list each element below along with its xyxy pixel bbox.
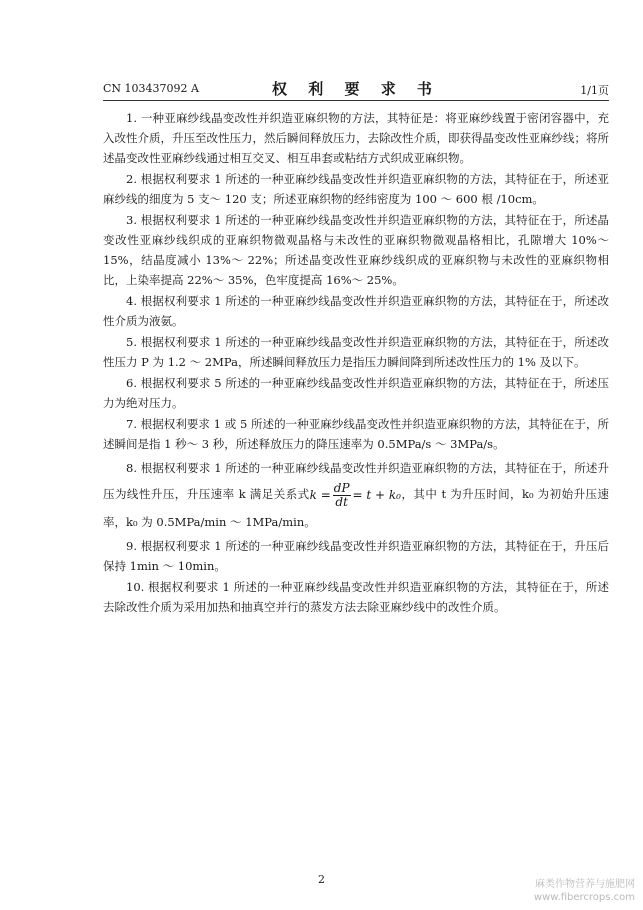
claim-6: 6. 根据权利要求 5 所述的一种亚麻纱线晶变改性并织造亚麻织物的方法，其特征在于，所述压力为绝对压力。: [103, 376, 609, 410]
formula-lhs: k =: [309, 487, 331, 502]
publication-number: CN 103437092 A: [103, 82, 199, 95]
page-indicator: 1/1页: [580, 84, 609, 97]
formula-rhs: = t + k₀: [352, 487, 401, 502]
claim-2: 2. 根据权利要求 1 所述的一种亚麻纱线晶变改性并织造亚麻织物的方法，其特征在于，所述亚麻纱线的细度为 5 支～ 120 支；所述亚麻织物的经纬密度为 100 ～ 600 根 /10cm。: [103, 172, 609, 206]
formula-denominator: dt: [335, 494, 348, 509]
claim-1: 1. 一种亚麻纱线晶变改性并织造亚麻织物的方法，其特征是：将亚麻纱线置于密闭容器中，充入改性介质，升压至改性压力，然后瞬间释放压力，去除改性介质，即获得晶变改性亚麻纱线；将所述晶变改性亚麻纱线通过相互交叉、相互串套或粘结方式织成亚麻织物。: [103, 111, 609, 165]
claim-8: [103, 455, 609, 535]
page-header: [103, 78, 609, 101]
rate-formula: [310, 482, 401, 509]
claim-7: 7. 根据权利要求 1 或 5 所述的一种亚麻纱线晶变改性并织造亚麻织物的方法，其特征在于，所述瞬间是指 1 秒～ 3 秒，所述释放压力的降压速率为 0.5MPa/s ～ 3MPa/s。: [103, 417, 609, 451]
watermark-url: www.fibercrops.com: [533, 892, 635, 903]
formula-fraction: [333, 482, 351, 509]
formula-numerator: dP: [333, 480, 350, 495]
claim-9: 9. 根据权利要求 1 所述的一种亚麻纱线晶变改性并织造亚麻织物的方法，其特征在于，升压后保持 1min ～ 10min。: [103, 538, 609, 573]
page-number: 2: [318, 873, 325, 886]
claim-8-text-before: 8. 根据权利要求 1 所述的一种亚麻纱线晶变改性并织造亚麻织物的方法，其特征在于，所述升压为线性升压，升压速率 k 满足关系式: [103, 461, 609, 501]
document-title: 权 利 要 求 书: [272, 80, 440, 98]
claim-4: 4. 根据权利要求 1 所述的一种亚麻纱线晶变改性并织造亚麻织物的方法，其特征在于，所述改性介质为液氨。: [103, 294, 609, 328]
watermark: [534, 878, 635, 904]
claim-3: 3. 根据权利要求 1 所述的一种亚麻纱线晶变改性并织造亚麻织物的方法，其特征在于，所述晶变改性亚麻纱线织成的亚麻织物微观晶格与未改性的亚麻织物微观晶格相比，孔隙增大 10%～ 15%，结晶度减小 13%～ 22%；所述晶变改性亚麻纱线织成的亚麻织物与未改性的亚麻织物相比，上染率提高 22%～ 35%，色牢度提高 16%～ 25%。: [103, 213, 609, 287]
claim-8-text-after: ，其中 t 为升压时间，k₀ 为初始升压速率，k₀ 为 0.5MPa/min ～ 1MPa/min。: [103, 487, 610, 529]
claim-10: 10. 根据权利要求 1 所述的一种亚麻纱线晶变改性并织造亚麻织物的方法，其特征在于，所述去除改性介质为采用加热和抽真空并行的蒸发方法去除亚麻纱线中的改性介质。: [103, 579, 609, 614]
watermark-site-name: 麻类作物营养与施肥网: [535, 879, 635, 890]
claim-5: 5. 根据权利要求 1 所述的一种亚麻纱线晶变改性并织造亚麻织物的方法，其特征在于，所述改性压力 P 为 1.2 ～ 2MPa，所述瞬间释放压力是指压力瞬间降到所述改性压力的 1% 及以下。: [103, 335, 609, 369]
claims-list: [103, 108, 609, 618]
